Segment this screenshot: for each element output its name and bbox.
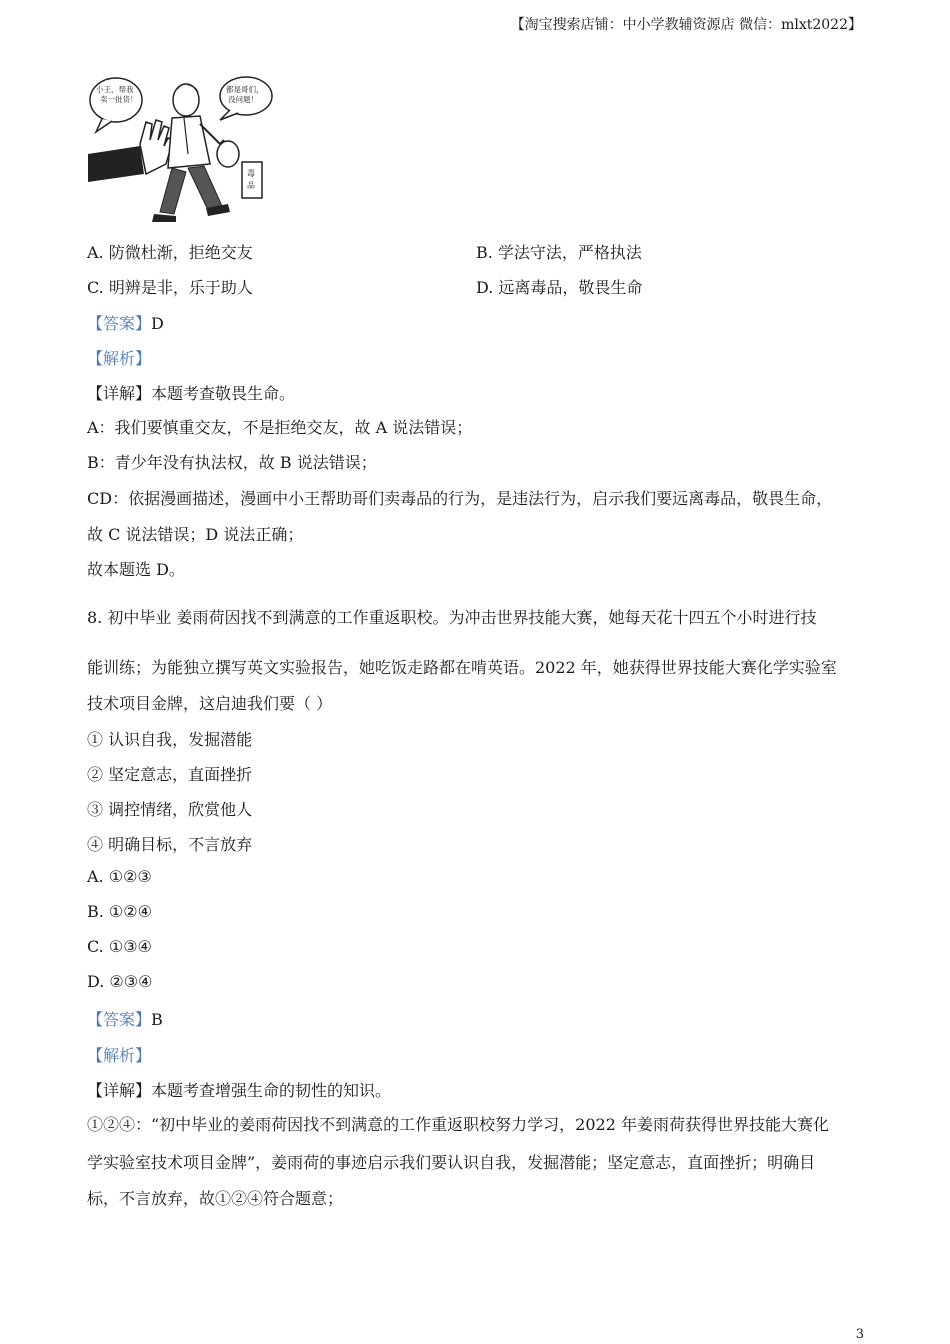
q7-analysis-tag: 【解析】 bbox=[87, 349, 152, 368]
q8-item-4: ④ 明确目标，不言放弃 bbox=[87, 835, 253, 854]
q8-analysis-tag: 【解析】 bbox=[87, 1046, 152, 1065]
comic-illustration bbox=[88, 74, 274, 224]
q8-explain-1: ①②④：“初中毕业的姜雨荷因找不到满意的工作重返职校努力学习，2022 年姜雨荷获得世界技能大赛化 bbox=[87, 1115, 829, 1134]
q8-detail: 【详解】本题考查增强生命的韧性的知识。 bbox=[87, 1081, 392, 1100]
q8-item-2: ② 坚定意志，直面挫折 bbox=[87, 765, 253, 784]
q8-stem-2: 能训练；为能独立撰写英文实验报告，她吃饭走路都在啃英语。2022 年，她获得世界技能大赛化学实验室 bbox=[87, 658, 837, 677]
q8-option-d: D. ②③④ bbox=[87, 972, 153, 991]
page-number: 3 bbox=[855, 1327, 864, 1342]
answer-tag: 【答案】 bbox=[87, 1010, 152, 1029]
q8-item-3: ③ 调控情绪，欣赏他人 bbox=[87, 800, 253, 819]
answer-tag: 【答案】 bbox=[87, 314, 152, 333]
q7-option-a: A. 防微杜渐，拒绝交友 bbox=[87, 243, 253, 262]
q7-line-cd-cont: 故 C 说法错误；D 说法正确； bbox=[87, 525, 304, 544]
bubble-left-text: 小王，帮我卖一批货！ bbox=[96, 85, 138, 104]
q7-conclusion: 故本题选 D。 bbox=[87, 560, 185, 579]
q8-option-b: B. ①②④ bbox=[87, 902, 152, 921]
q8-stem-3: 技术项目金牌，这启迪我们要（ ） bbox=[87, 694, 333, 713]
q7-detail: 【详解】本题考查敬畏生命。 bbox=[87, 384, 296, 403]
answer-value: B bbox=[151, 1010, 163, 1029]
bag-label: 毒品 bbox=[247, 169, 255, 190]
q7-option-d: D. 远离毒品，敬畏生命 bbox=[476, 278, 643, 297]
q7-line-cd: CD：依据漫画描述，漫画中小王帮助哥们卖毒品的行为，是违法行为，启示我们要远离毒品，敬畏生命， bbox=[87, 489, 833, 508]
q8-option-c: C. ①③④ bbox=[87, 937, 152, 956]
q8-item-1: ① 认识自我，发掘潜能 bbox=[87, 730, 253, 749]
q8-option-a: A. ①②③ bbox=[87, 867, 152, 886]
q8-explain-2: 学实验室技术项目金牌”，姜雨荷的事迹启示我们要认识自我，发掘潜能；坚定意志，直面挫折；明确目 bbox=[87, 1153, 816, 1172]
bubble-right-text: 都是哥们，没问题！ bbox=[226, 85, 264, 104]
q7-answer bbox=[87, 311, 164, 334]
q8-explain-3: 标，不言放弃，故①②④符合题意； bbox=[87, 1189, 344, 1208]
q7-line-a: A：我们要慎重交友，不是拒绝交友，故 A 说法错误； bbox=[87, 418, 473, 437]
q8-answer bbox=[87, 1007, 163, 1030]
page-header: 【淘宝搜索店铺：中小学教辅资源店 微信：mlxt2022】 bbox=[510, 17, 862, 33]
q7-option-c: C. 明辨是非，乐于助人 bbox=[87, 278, 253, 297]
answer-value: D bbox=[151, 314, 164, 333]
q7-line-b: B：青少年没有执法权，故 B 说法错误； bbox=[87, 453, 377, 472]
q8-stem-1: 8. 初中毕业 姜雨荷因找不到满意的工作重返职校。为冲击世界技能大赛，她每天花十四五个小时进行技 bbox=[87, 608, 817, 627]
q7-option-b: B. 学法守法，严格执法 bbox=[476, 243, 642, 262]
